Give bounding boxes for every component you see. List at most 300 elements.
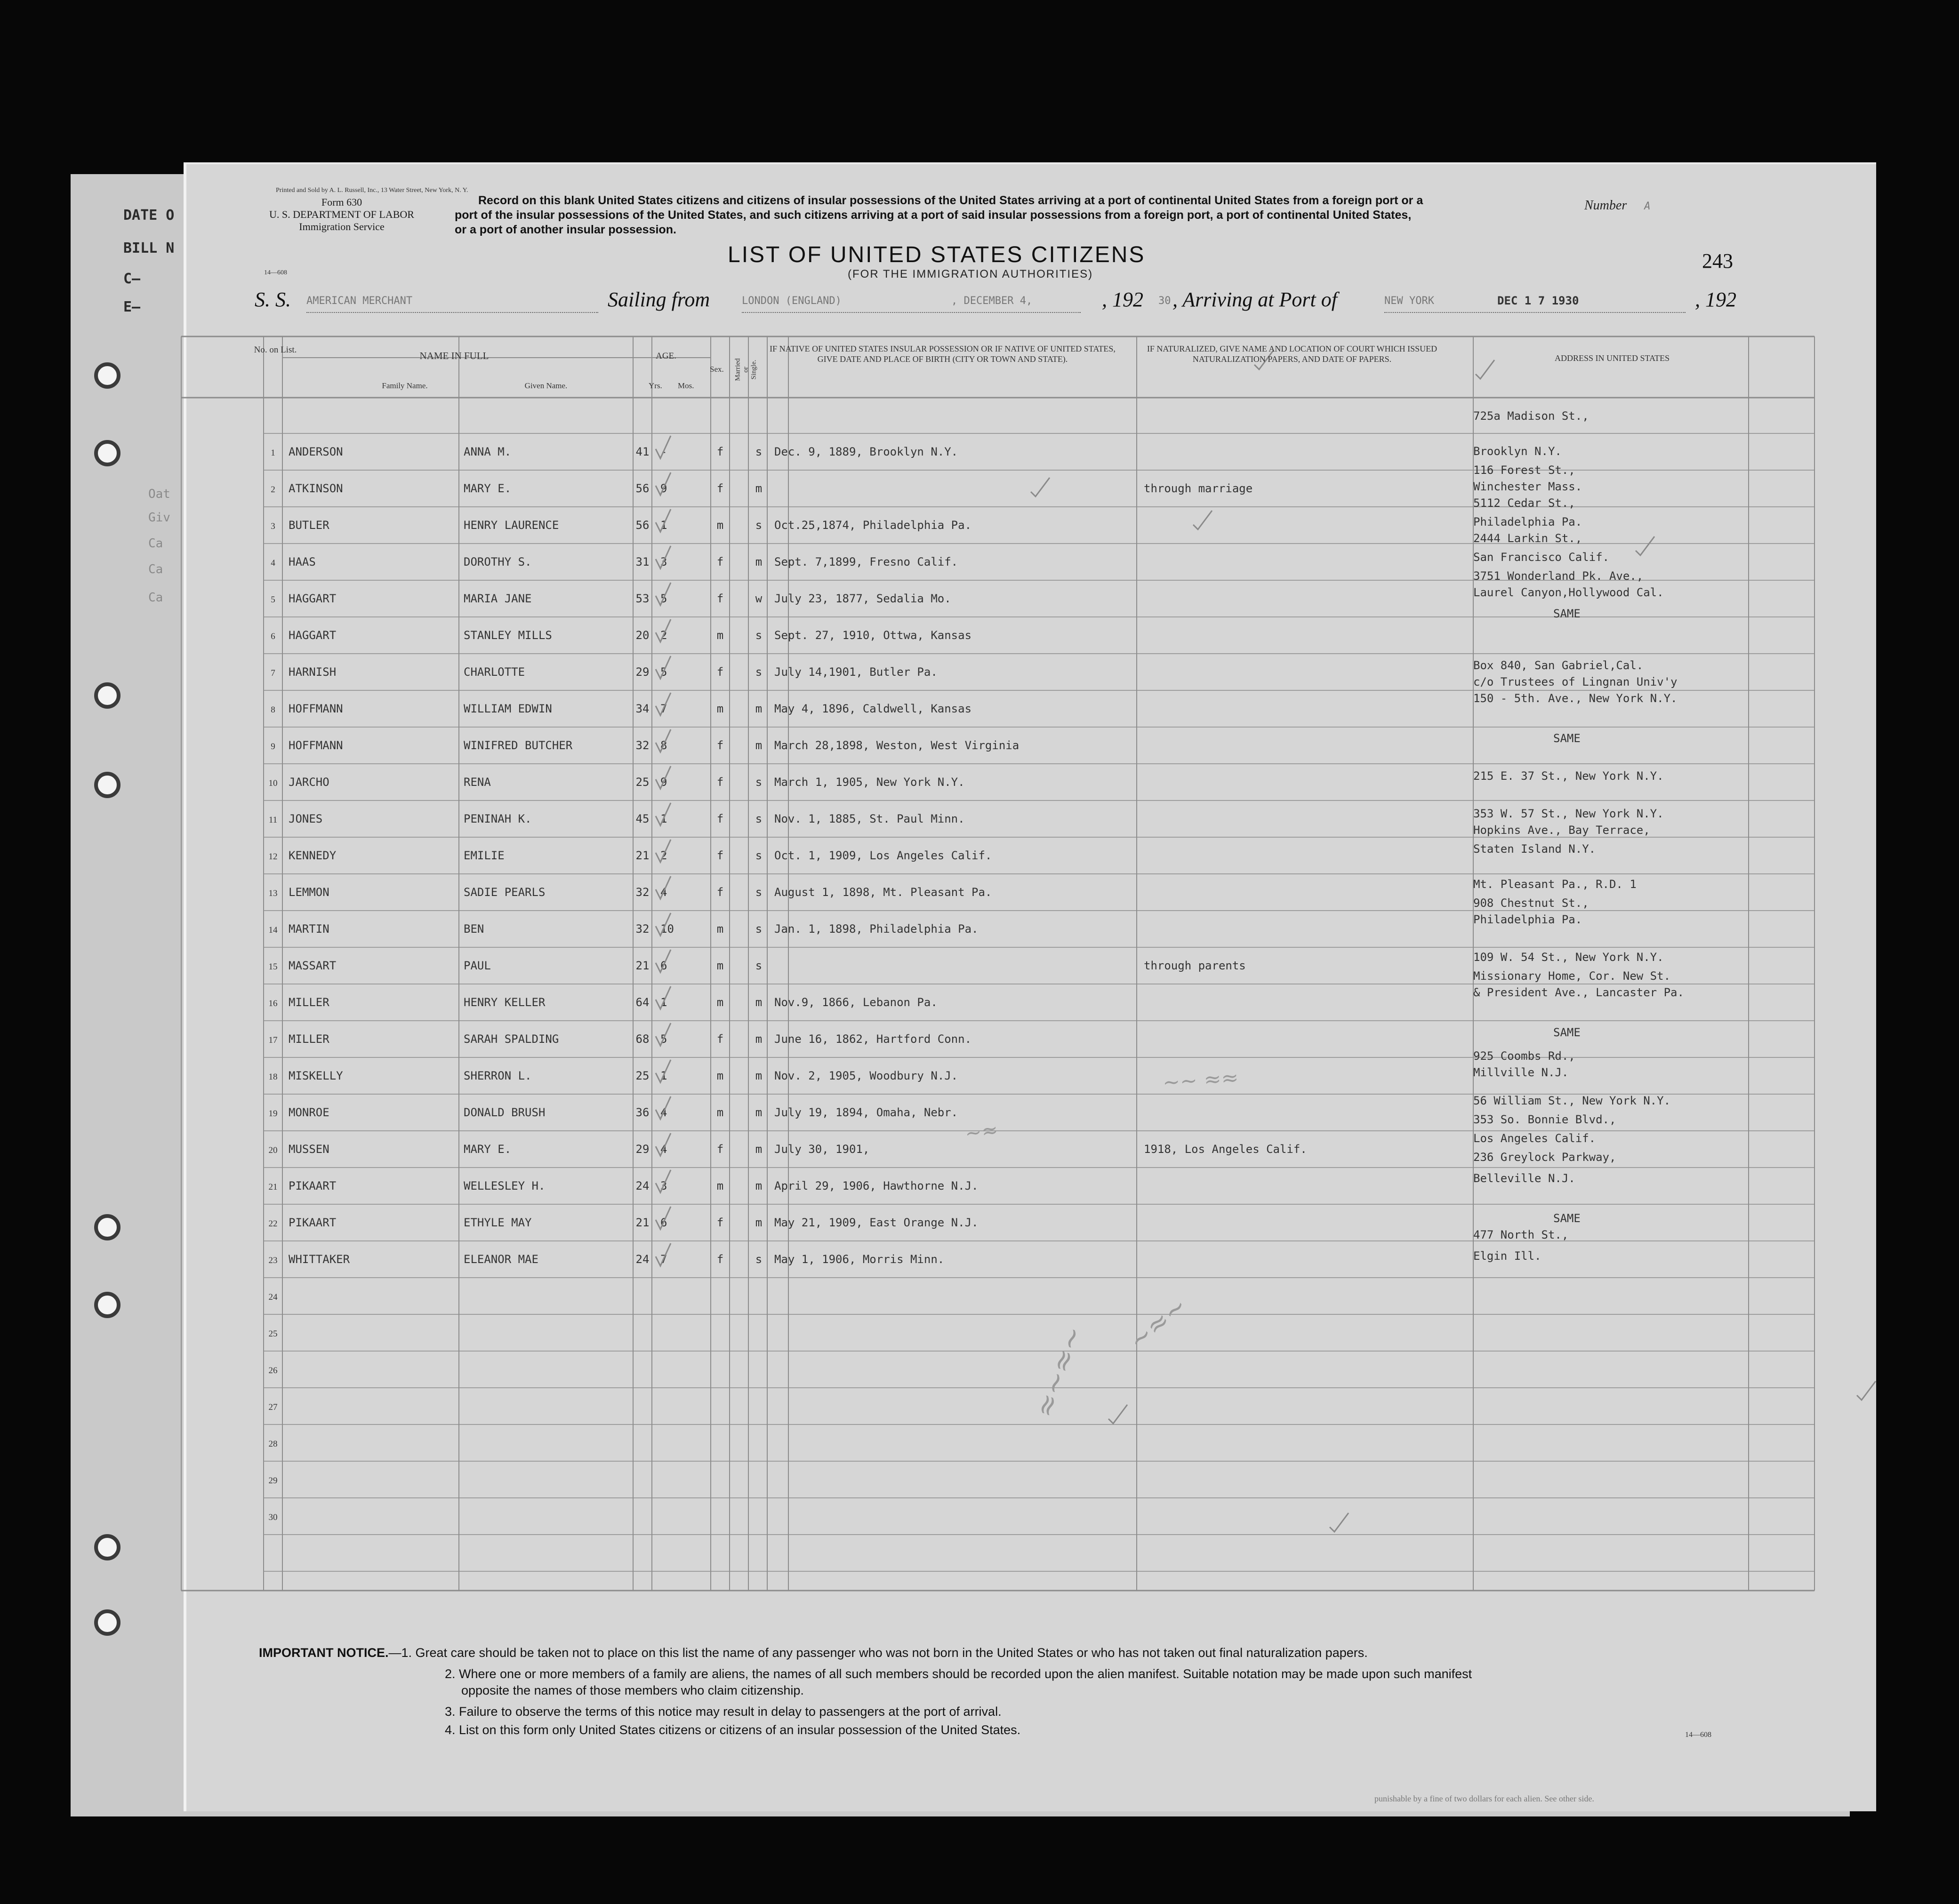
arrival-port: NEW YORK [1384,295,1434,307]
family-name: HARNISH [289,665,337,679]
row-number: 23 [268,1256,278,1265]
age-years: 21 [635,849,650,862]
family-name: LEMMON [289,886,329,899]
check-mark-icon [1193,511,1212,529]
age-years: 21 [635,1216,650,1229]
family-name: JONES [289,812,323,825]
birth-date-place: May 4, 1896, Caldwell, Kansas [774,702,972,715]
underlying-sheet-fragment: Giv [148,511,170,525]
age-years: 20 [635,629,650,642]
footer-form-code: 14—608 [1685,1731,1711,1739]
birth-date-place: July 14,1901, Butler Pa. [774,665,938,679]
age-months: 5 [660,592,667,605]
underlying-sheet-fragment: DATE O [123,207,175,224]
col-header-mos: Mos. [678,381,694,390]
age-years: 32 [635,739,650,752]
age-years: 32 [635,922,650,936]
notice-label: IMPORTANT NOTICE. [259,1646,389,1660]
address-line: SAME [1553,1026,1581,1039]
handwritten-scribble: ∼≈ [963,1118,1000,1145]
col-header-married-single: Married or Single. [734,358,758,381]
sailing-year: 30 [1158,295,1171,307]
underlying-sheet-fragment: Oat [148,487,170,501]
birth-date-place: Oct.25,1874, Philadelphia Pa. [774,519,972,532]
family-name: ATKINSON [289,482,343,495]
underlying-sheet-fragment: Ca [148,591,163,605]
birth-date-place: May 1, 1906, Morris Minn. [774,1253,945,1266]
age-months: 5 [660,1032,667,1046]
sex: f [716,776,724,789]
row-number: 17 [268,1035,278,1045]
age-years: 41 [635,445,650,458]
marital-status: s [755,665,763,679]
row-number: 5 [271,595,275,605]
family-name: BUTLER [289,519,329,532]
col-header-family-name: Family Name. [382,381,428,390]
sex: m [716,519,724,532]
family-name: HOFFMANN [289,739,343,752]
col-header-yrs: Yrs. [649,381,662,390]
number-value: A [1644,200,1651,212]
birth-date-place: Nov. 1, 1885, St. Paul Minn. [774,812,965,825]
form-info [248,196,436,233]
row-number: 9 [271,742,275,752]
family-name: MASSART [289,959,337,972]
marital-status: s [755,519,763,532]
address-line: Belleville N.J. [1473,1172,1575,1185]
row-number: 21 [268,1182,278,1192]
age-years: 31 [635,555,650,568]
address-line: 2444 Larkin St., [1473,532,1582,545]
row-number: 18 [268,1072,278,1082]
address-line: SAME [1553,1212,1581,1225]
family-name: MILLER [289,996,329,1009]
age-years: 45 [635,812,650,825]
birth-date-place: March 1, 1905, New York N.Y. [774,776,965,789]
number-field [1584,198,1650,213]
age-years: 21 [635,959,650,972]
marital-status: m [755,1069,763,1082]
address-line: 3751 Wonderland Pk. Ave., [1473,569,1644,583]
family-name: MARTIN [289,922,329,936]
birth-date-place: Nov.9, 1866, Lebanon Pa. [774,996,938,1009]
given-name: SHERRON L. [464,1069,532,1082]
family-name: PIKAART [289,1179,337,1192]
birth-date-place: Dec. 9, 1889, Brooklyn N.Y. [774,445,958,458]
sex: m [716,629,724,642]
address-line: Missionary Home, Cor. New St. [1473,969,1671,983]
marital-status: s [755,629,763,642]
birth-date-place: August 1, 1898, Mt. Pleasant Pa. [774,886,992,899]
age-months: 6 [660,1216,667,1229]
address-line: 116 Forest St., [1473,464,1575,477]
family-name: ANDERSON [289,445,343,458]
given-name: RENA [464,776,491,789]
marital-status: m [755,1179,763,1192]
underlying-sheet-fragment: Ca [148,562,163,576]
age-months: 1 [660,519,667,532]
sex: f [716,849,724,862]
service-name: Immigration Service [299,221,385,232]
underlying-sheet-fragment: E— [123,299,141,315]
notice-item-4: 4. List on this form only United States citizens or citizens of an insular possession of the United States. [445,1723,1021,1737]
sex: m [716,1069,724,1082]
given-name: WILLIAM EDWIN [464,702,552,715]
family-name: HAAS [289,555,316,568]
row-number: 13 [268,888,278,898]
age-months: 4 [660,1143,667,1156]
age-months: 3 [660,555,667,568]
binder-hole-icon [94,682,120,709]
family-name: MILLER [289,1032,329,1046]
age-months: 7 [660,1253,667,1266]
marital-status: s [755,922,763,936]
marital-status: m [755,739,763,752]
record-instructions: Record on this blank United States citizens and citizens of insular possessions of the United States arriving at a port of continental United States from a foreign port or a port of the insular possessions of the United States, and such citizens arriving at a port of said insular possessions from a foreign port, a port of continental United States, or a port of another insular possession. [455,194,1423,236]
address-line: Los Angeles Calif. [1473,1132,1596,1145]
given-name: DOROTHY S. [464,555,532,568]
marital-status: s [755,959,763,972]
check-mark-icon [1031,478,1050,496]
family-name: MUSSEN [289,1143,329,1156]
sex: m [716,1106,724,1119]
sex: m [716,922,724,936]
given-name: ANNA M. [464,445,512,458]
age-months: 9 [660,482,667,495]
sex: f [716,1253,724,1266]
sex: m [716,996,724,1009]
underlying-sheet-fragment: Ca [148,536,163,551]
row-number: 2 [271,485,275,495]
birth-date-place: June 16, 1862, Hartford Conn. [774,1032,972,1046]
address-line: Hopkins Ave., Bay Terrace, [1473,824,1650,837]
important-notice [259,1645,1756,1738]
address-line: SAME [1553,732,1581,745]
age-months: - [660,445,667,458]
page-subtitle: (FOR THE IMMIGRATION AUTHORITIES) [848,268,1093,280]
address-line: Millville N.J. [1473,1066,1569,1079]
address-line: c/o Trustees of Lingnan Univ'y [1473,675,1678,688]
row-number: 14 [268,925,278,935]
binder-hole-icon [94,440,120,466]
form-number: Form 630 [321,196,362,208]
given-name: HENRY LAURENCE [464,519,559,532]
given-name: WINIFRED BUTCHER [464,739,573,752]
underlying-sheet-fragment: C— [123,271,141,287]
year-label: , 192 [1695,288,1736,311]
age-months: 1 [660,812,667,825]
row-number: 11 [268,815,278,825]
notice-item-1: —1. Great care should be taken not to place on this list the name of any passenger who was not born in the United States or who has not taken out final naturalization papers. [388,1646,1368,1660]
naturalization: through marriage [1144,482,1253,495]
col-header-name-in-full: NAME IN FULL [419,350,489,361]
given-name: STANLEY MILLS [464,629,552,642]
given-name: DONALD BRUSH [464,1106,546,1119]
department: U. S. DEPARTMENT OF LABOR [269,208,414,220]
family-name: MISKELLY [289,1069,343,1082]
sex: f [716,886,724,899]
address-line: 353 W. 57 St., New York N.Y. [1473,807,1664,820]
marital-status: m [755,1032,763,1046]
notice-item-2-cont: opposite the names of those members who claim citizenship. [461,1683,804,1697]
notice-item-2: 2. Where one or more members of a family are aliens, the names of all such members should be recorded upon the alien manifest. Suitable notation may be made upon such manifest [445,1667,1472,1681]
sex: m [716,702,724,715]
col-header-birth: IF NATIVE OF UNITED STATES INSULAR POSSESSION OR IF NATIVE OF UNITED STATES, GIVE DATE AND PLACE OF BIRTH (CITY OR TOWN AND STATE). [770,344,1116,364]
address-line: 725a Madison St., [1473,409,1589,423]
address-line: 477 North St., [1473,1228,1569,1241]
row-number: 25 [268,1329,278,1339]
age-months: 3 [660,1179,667,1192]
form-code: 14—608 [264,269,287,276]
sex: f [716,482,724,495]
sailing-label: Sailing from [608,288,710,311]
marital-status: m [755,1143,763,1156]
family-name: WHITTAKER [289,1253,350,1266]
age-months: 5 [660,665,667,679]
birth-date-place: Jan. 1, 1898, Philadelphia Pa. [774,922,979,936]
age-years: 25 [635,776,650,789]
address-line: Brooklyn N.Y. [1473,445,1562,458]
address-line: 5112 Cedar St., [1473,496,1575,510]
age-months: 1 [660,996,667,1009]
marital-status: m [755,996,763,1009]
underlying-sheet-fragment: BILL N [123,240,175,256]
row-number: 24 [268,1292,278,1302]
age-months: 6 [660,959,667,972]
age-years: 64 [635,996,650,1009]
marital-status: s [755,849,763,862]
row-number: 26 [268,1366,278,1376]
age-years: 24 [635,1253,650,1266]
sex: f [716,1032,724,1046]
given-name: EMILIE [464,849,505,862]
address-line: 56 William St., New York N.Y. [1473,1094,1671,1107]
row-number: 3 [271,521,275,531]
row-number: 7 [271,668,275,678]
given-name: MARY E. [464,482,512,495]
sex: f [716,665,724,679]
birth-date-place: July 19, 1894, Omaha, Nebr. [774,1106,958,1119]
birth-date-place: March 28,1898, Weston, West Virginia [774,739,1020,752]
age-months: 9 [660,776,667,789]
age-years: 34 [635,702,650,715]
family-name: MONROE [289,1106,329,1119]
row-number: 16 [268,999,278,1008]
birth-date-place: May 21, 1909, East Orange N.J. [774,1216,979,1229]
given-name: ETHYLE MAY [464,1216,532,1229]
age-years: 29 [635,1143,650,1156]
col-header-given-name: Given Name. [524,381,568,390]
given-name: SADIE PEARLS [464,886,546,899]
given-name: MARY E. [464,1143,512,1156]
marital-status: s [755,886,763,899]
marital-status: m [755,1106,763,1119]
age-months: 4 [660,886,667,899]
address-line: Elgin Ill. [1473,1249,1542,1263]
family-name: KENNEDY [289,849,337,862]
address-line: 150 - 5th. Ave., New York N.Y. [1473,692,1678,705]
address-line: Philadelphia Pa. [1473,515,1582,528]
check-mark-icon [1636,536,1654,555]
sex: f [716,739,724,752]
age-years: 25 [635,1069,650,1082]
age-months: 2 [660,849,667,862]
family-name: PIKAART [289,1216,337,1229]
age-months: 4 [660,1106,667,1119]
binder-hole-icon [94,1214,120,1240]
birth-date-place: July 30, 1901, [774,1143,870,1156]
sex: f [716,812,724,825]
sex: m [716,959,724,972]
age-years: 68 [635,1032,650,1046]
marital-status: s [755,445,763,458]
address-line: 353 So. Bonnie Blvd., [1473,1113,1616,1126]
family-name: JARCHO [289,776,329,789]
sex: f [716,445,724,458]
marital-status: s [755,1253,763,1266]
arriving-label: , Arriving at Port of [1172,288,1337,311]
age-months: 7 [660,702,667,715]
row-number: 20 [268,1145,278,1155]
birth-date-place: July 23, 1877, Sedalia Mo. [774,592,951,605]
marital-status: m [755,555,763,568]
given-name: PAUL [464,959,491,972]
handwritten-scribble: ≈∼≈∼ [1028,1321,1091,1422]
age-months: 2 [660,629,667,642]
address-line: SAME [1553,607,1581,620]
col-header-sex: Sex. [710,365,724,374]
age-years: 32 [635,886,650,899]
address-line: 236 Greylock Parkway, [1473,1151,1616,1164]
birth-date-place: Oct. 1, 1909, Los Angeles Calif. [774,849,992,862]
row-number: 8 [271,705,275,715]
sex: f [716,555,724,568]
handwritten-scribble: ∼∼ ≈≈ [1162,1065,1240,1095]
family-name: HAGGART [289,592,337,605]
birth-date-place: April 29, 1906, Hawthorne N.J. [774,1179,979,1192]
age-months: 1 [660,1069,667,1082]
binder-hole-icon [94,1534,120,1560]
birth-date-place: Sept. 7,1899, Fresno Calif. [774,555,958,568]
row-number: 6 [271,632,275,641]
marital-status: s [755,776,763,789]
address-line: Box 840, San Gabriel,Cal. [1473,659,1644,672]
age-years: 56 [635,482,650,495]
given-name: SARAH SPALDING [464,1032,559,1046]
col-header-no: No. on List. [254,345,297,355]
age-months: 8 [660,739,667,752]
address-line: Staten Island N.Y. [1473,842,1596,856]
col-header-address: ADDRESS IN UNITED STATES [1554,353,1670,363]
address-line: Mt. Pleasant Pa., R.D. 1 [1473,878,1637,891]
marital-status: m [755,702,763,715]
page-number: 243 [1702,249,1733,272]
row-number: 1 [271,448,275,458]
naturalization: through parents [1144,959,1246,972]
given-name: PENINAH K. [464,812,532,825]
address-line: 109 W. 54 St., New York N.Y. [1473,951,1664,964]
given-name: HENRY KELLER [464,996,546,1009]
page-title: LIST OF UNITED STATES CITIZENS [728,242,1146,267]
check-mark-icon [1108,1405,1127,1424]
given-name: MARIA JANE [464,592,532,605]
address-line: 908 Chestnut St., [1473,896,1589,910]
row-number: 12 [268,852,278,862]
address-line: & President Ave., Lancaster Pa. [1473,986,1684,999]
number-label: Number [1584,198,1627,213]
notice-item-3: 3. Failure to observe the terms of this notice may result in delay to passengers at the port of arrival. [445,1704,1002,1719]
address-line: Winchester Mass. [1473,480,1582,493]
sex: f [716,592,724,605]
given-name: WELLESLEY H. [464,1179,546,1192]
ss-label: S. S. [255,288,291,311]
col-header-naturalization: IF NATURALIZED, GIVE NAME AND LOCATION OF COURT WHICH ISSUED NATURALIZATION PAPERS, AND DATE OF PAPERS. [1147,344,1437,364]
sex: f [716,1143,724,1156]
printer-line: Printed and Sold by A. L. Russell, Inc., 13 Water Street, New York, N. Y. [276,187,468,194]
sailing-date: , DECEMBER 4, [951,295,1033,307]
row-number: 10 [268,778,278,788]
address-line: Philadelphia Pa. [1473,913,1582,926]
address-line: 925 Coombs Rd., [1473,1049,1575,1063]
given-name: ELEANOR MAE [464,1253,538,1266]
handwritten-scribble: ∼≈∼ [1123,1290,1194,1357]
family-name: HAGGART [289,629,337,642]
year-label: , 192 [1102,288,1143,311]
given-name: CHARLOTTE [464,665,525,679]
age-years: 53 [635,592,650,605]
binder-hole-icon [94,362,120,389]
marital-status: m [755,482,763,495]
marital-status: m [755,1216,763,1229]
sex: f [716,1216,724,1229]
col-header-age: AGE. [656,351,676,361]
age-years: 29 [635,665,650,679]
row-number: 22 [268,1219,278,1229]
naturalization: 1918, Los Angeles Calif. [1144,1143,1307,1156]
row-number: 27 [268,1402,278,1412]
sailing-port: LONDON (ENGLAND) [742,295,842,307]
arrival-date-stamp: DEC 1 7 1930 [1497,294,1579,307]
given-name: BEN [464,922,484,936]
age-months: 10 [660,922,674,936]
binder-hole-icon [94,772,120,798]
row-number: 29 [268,1476,278,1486]
row-number: 28 [268,1439,278,1449]
address-line: 215 E. 37 St., New York N.Y. [1473,769,1664,783]
row-number: 15 [268,962,278,972]
marital-status: w [755,592,763,605]
address-line: San Francisco Calif. [1473,551,1609,564]
marital-status: s [755,812,763,825]
row-number: 30 [268,1512,278,1522]
ship-name: AMERICAN MERCHANT [306,295,413,307]
check-mark-icon [1330,1513,1349,1532]
row-number: 19 [268,1109,278,1119]
age-years: 56 [635,519,650,532]
sex: m [716,1179,724,1192]
age-years: 36 [635,1106,650,1119]
binder-hole-icon [94,1292,120,1318]
voyage-line [255,288,1836,316]
footer-faint-text: punishable by a fine of two dollars for each alien. See other side. [1374,1794,1594,1803]
birth-date-place: Nov. 2, 1905, Woodbury N.J. [774,1069,958,1082]
binder-hole-icon [94,1609,120,1636]
birth-date-place: Sept. 27, 1910, Ottwa, Kansas [774,629,972,642]
row-number: 4 [271,558,275,568]
age-years: 24 [635,1179,650,1192]
family-name: HOFFMANN [289,702,343,715]
address-line: Laurel Canyon,Hollywood Cal. [1473,586,1664,599]
